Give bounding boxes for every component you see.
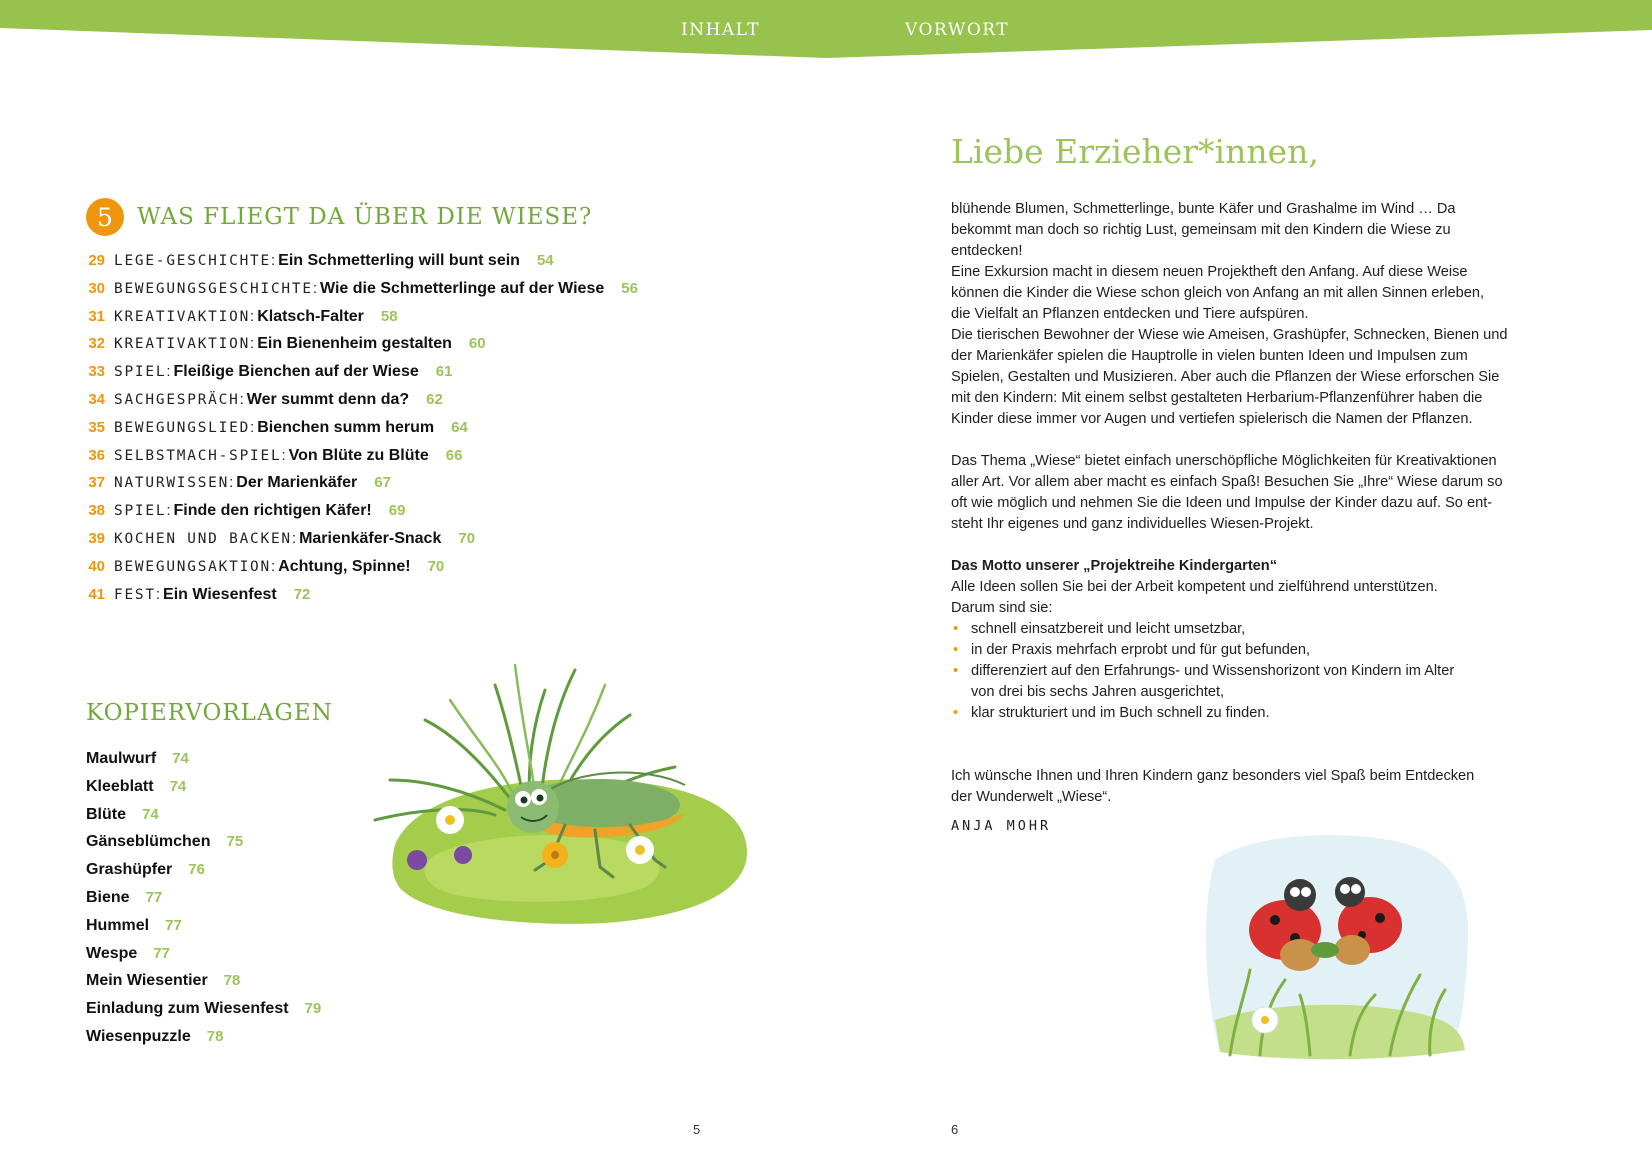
- toc-entry[interactable]: 32 KREATIVAKTION : Ein Bienenheim gestalten 60: [84, 335, 784, 363]
- tab-inhalt[interactable]: INHALT: [681, 20, 760, 40]
- daisy-icon: [626, 836, 654, 864]
- foreword-text: [951, 199, 1521, 808]
- text-line: Die tierischen Bewohner der Wiese wie Ameisen, Grashüpfer, Schnecken, Bienen und: [951, 327, 1508, 343]
- kopiervorlage-title: Wiesenpuzzle: [86, 1027, 191, 1045]
- kopiervorlage-entry[interactable]: [86, 778, 321, 806]
- tab-vorwort[interactable]: VORWORT: [905, 20, 1010, 40]
- kopiervorlage-entry[interactable]: [86, 833, 321, 861]
- toc-category: KOCHEN UND BACKEN: [114, 530, 292, 547]
- grasshopper-illustration: [355, 655, 755, 955]
- kopiervorlage-entry[interactable]: [86, 972, 321, 1000]
- toc-entry[interactable]: 30 BEWEGUNGSGESCHICHTE : Wie die Schmetterlinge auf der Wiese 56: [84, 280, 784, 308]
- toc-category: KREATIVAKTION: [114, 308, 251, 325]
- text-line: der Wunderwelt „Wiese“.: [951, 789, 1112, 805]
- toc-number: 36: [88, 446, 105, 464]
- chapter-heading: [86, 198, 592, 236]
- toc-title: Wie die Schmetterlinge auf der Wiese: [320, 279, 605, 297]
- kopiervorlage-page: 74: [172, 750, 189, 767]
- kopiervorlage-title: Maulwurf: [86, 750, 157, 767]
- toc-entry[interactable]: 39 KOCHEN UND BACKEN : Marienkäfer-Snack 70: [84, 530, 784, 558]
- kopiervorlage-page: 77: [165, 916, 182, 934]
- toc-category: BEWEGUNGSAKTION: [114, 558, 271, 575]
- kopiervorlage-entry[interactable]: [86, 861, 321, 889]
- toc-page: 61: [435, 363, 453, 381]
- toc-category: FEST: [114, 586, 156, 603]
- bullet-item: • klar strukturiert und im Buch schnell zu finden.: [951, 703, 1521, 724]
- bullet-icon: •: [953, 642, 959, 658]
- toc-page: 56: [621, 279, 638, 297]
- toc-page: 67: [374, 474, 391, 492]
- page-number-left: 5: [693, 1122, 701, 1137]
- toc-entry[interactable]: 40 BEWEGUNGSAKTION : Achtung, Spinne! 70: [84, 558, 784, 586]
- kopiervorlage-entry[interactable]: [86, 1000, 321, 1028]
- toc-page: 72: [293, 585, 311, 603]
- kopiervorlage-title: Gänseblümchen: [86, 833, 211, 851]
- toc-entry[interactable]: 33 SPIEL : Fleißige Bienchen auf der Wiese 61: [84, 363, 784, 391]
- toc-entry[interactable]: 36 SELBSTMACH-SPIEL : Von Blüte zu Blüte 66: [84, 447, 784, 475]
- text-line: bekommt man doch so richtig Lust, gemeinsam mit den Kindern die Wiese zu: [951, 222, 1451, 238]
- kopiervorlage-entry[interactable]: [86, 750, 321, 778]
- text-line: Kinder diese immer vor Augen und vertiefen spielerisch die Namen der Pflanzen.: [951, 411, 1473, 427]
- kopiervorlage-title: Wespe: [86, 944, 138, 962]
- bullet-item: • in der Praxis mehrfach erprobt und für gut befunden,: [951, 640, 1521, 661]
- toc-title: Klatsch-Falter: [257, 307, 364, 325]
- toc-entry[interactable]: 38 SPIEL : Finde den richtigen Käfer! 69: [84, 502, 784, 530]
- bullet-icon: •: [953, 621, 959, 637]
- kopiervorlage-entry[interactable]: [86, 1028, 321, 1056]
- motto-heading: Das Motto unserer „Projektreihe Kindergarten“: [951, 558, 1278, 574]
- kopiervorlage-page: 78: [223, 972, 241, 990]
- daisy-icon: [1252, 1007, 1278, 1033]
- toc-title: Wer summt denn da?: [246, 390, 410, 408]
- toc-category: KREATIVAKTION: [114, 336, 251, 353]
- toc-number: 40: [88, 557, 105, 575]
- toc-entry[interactable]: 41 FEST : Ein Wiesenfest 72: [84, 586, 784, 614]
- text-line: aller Art. Vor allem aber macht es einfach Spaß! Besuchen Sie „Ihre“ Wiese darum so: [951, 474, 1503, 490]
- table-of-contents: [84, 252, 784, 613]
- text-line: der Marienkäfer spielen die Hauptrolle in vielen bunten Ideen und Impulsen zum: [951, 348, 1468, 364]
- toc-page: 70: [458, 529, 476, 547]
- text-line: Das Thema „Wiese“ bietet einfach unerschöpfliche Möglichkeiten für Kreativaktionen: [951, 453, 1497, 469]
- flower-icon: [542, 842, 568, 868]
- toc-page: 69: [388, 502, 406, 520]
- toc-title: Marienkäfer-Snack: [299, 529, 442, 547]
- daisy-icon: [436, 806, 464, 834]
- kopiervorlagen-list: [86, 750, 321, 1056]
- toc-entry[interactable]: 34 SACHGESPRÄCH : Wer summt denn da? 62: [84, 391, 784, 419]
- kopiervorlage-page: 74: [169, 777, 187, 795]
- kopiervorlage-title: Blüte: [86, 805, 126, 823]
- toc-category: BEWEGUNGSGESCHICHTE: [114, 280, 313, 297]
- text-line: blühende Blumen, Schmetterlinge, bunte Käfer und Grashalme im Wind … Da: [951, 201, 1456, 217]
- kopiervorlagen-heading: KOPIERVORLAGEN: [86, 700, 333, 726]
- greeting-title: Liebe Erzieher*innen,: [951, 132, 1319, 171]
- bullet-icon: •: [953, 663, 959, 679]
- kopiervorlage-entry[interactable]: [86, 917, 321, 945]
- text-line: Alle Ideen sollen Sie bei der Arbeit kompetent und zielführend unterstützen.: [951, 579, 1438, 595]
- kopiervorlage-entry[interactable]: [86, 889, 321, 917]
- kopiervorlage-title: Hummel: [86, 916, 150, 934]
- toc-category: SELBSTMACH-SPIEL: [114, 447, 282, 464]
- toc-number: 35: [88, 418, 105, 436]
- kopiervorlage-title: Einladung zum Wiesenfest: [86, 1000, 289, 1018]
- motto-bullet-list: [951, 619, 1521, 724]
- bullet-item: • schnell einsatzbereit und leicht umsetzbar,: [951, 619, 1521, 640]
- toc-title: Fleißige Bienchen auf der Wiese: [173, 363, 419, 381]
- toc-entry[interactable]: 29 LEGE-GESCHICHTE : Ein Schmetterling will bunt sein 54: [84, 252, 784, 280]
- text-line: entdecken!: [951, 243, 1023, 259]
- text-line: Darum sind sie:: [951, 600, 1053, 616]
- kopiervorlage-title: Biene: [86, 888, 130, 906]
- kopiervorlage-page: 74: [142, 805, 159, 823]
- toc-title: Von Blüte zu Blüte: [288, 446, 429, 464]
- text-line: Eine Exkursion macht in diesem neuen Projektheft den Anfang. Auf diese Weise: [951, 264, 1468, 280]
- toc-category: LEGE-GESCHICHTE: [114, 253, 271, 269]
- bullet-item: • differenziert auf den Erfahrungs- und Wissenshorizont von Kindern im Alter von drei bis sechs Jahren ausgerichtet,: [953, 663, 1455, 700]
- kopiervorlage-page: 76: [188, 861, 205, 879]
- kopiervorlage-entry[interactable]: [86, 806, 321, 834]
- toc-number: 39: [88, 529, 105, 547]
- kopiervorlage-entry[interactable]: [86, 945, 321, 973]
- toc-category: SPIEL: [114, 364, 167, 381]
- bullet-icon: •: [953, 705, 959, 721]
- toc-category: SPIEL: [114, 503, 167, 520]
- toc-entry[interactable]: 35 BEWEGUNGSLIED : Bienchen summ herum 64: [84, 419, 784, 447]
- text-line: oft wie möglich und nehmen Sie die Ideen und Impulse der Kinder dazu auf. So ent-: [951, 495, 1493, 511]
- toc-number: 37: [88, 474, 105, 492]
- toc-title: Ein Bienenheim gestalten: [257, 335, 452, 353]
- kopiervorlage-page: 78: [206, 1027, 224, 1045]
- kopiervorlage-page: 79: [304, 1000, 322, 1018]
- toc-category: NATURWISSEN: [114, 475, 230, 492]
- toc-entry[interactable]: 31 KREATIVAKTION : Klatsch-Falter 58: [84, 308, 784, 336]
- page-number-right: 6: [951, 1122, 959, 1137]
- toc-title: Ein Schmetterling will bunt sein: [278, 252, 520, 269]
- toc-title: Bienchen summ herum: [257, 418, 435, 436]
- toc-number: 33: [88, 363, 105, 381]
- toc-page: 70: [427, 557, 445, 575]
- toc-category: SACHGESPRÄCH: [114, 391, 240, 408]
- chapter-number-badge: 5: [86, 198, 124, 236]
- text-line: Ich wünsche Ihnen und Ihren Kindern ganz besonders viel Spaß beim Entdecken: [951, 768, 1475, 784]
- toc-page: 62: [426, 390, 443, 408]
- toc-category: BEWEGUNGSLIED: [114, 419, 251, 436]
- toc-title: Ein Wiesenfest: [163, 585, 277, 603]
- ladybugs-illustration: [1190, 820, 1480, 1075]
- kopiervorlage-page: 75: [226, 833, 244, 851]
- toc-number: 34: [88, 390, 105, 408]
- text-line: die Vielfalt an Pflanzen entdecken und Tiere aufspüren.: [951, 306, 1309, 322]
- text-line: steht Ihr eigenes und ganz individuelles Wiesen-Projekt.: [951, 516, 1314, 532]
- toc-number: 32: [88, 335, 105, 353]
- toc-page: 54: [536, 252, 554, 269]
- toc-number: 30: [88, 279, 105, 297]
- kopiervorlage-page: 77: [153, 944, 170, 962]
- toc-page: 60: [468, 335, 486, 353]
- text-line: Spielen, Gestalten und Musizieren. Aber auch die Pflanzen der Wiese erforschen Sie: [951, 369, 1500, 385]
- text-line: mit den Kindern: Mit einem selbst gestalteten Herbarium-Pflanzenführer haben die: [951, 390, 1483, 406]
- toc-title: Der Marienkäfer: [236, 474, 358, 492]
- toc-entry[interactable]: 37 NATURWISSEN : Der Marienkäfer 67: [84, 474, 784, 502]
- toc-number: 31: [88, 307, 105, 325]
- author-name: ANJA MOHR: [951, 818, 1052, 834]
- text-line: können die Kinder die Wiese schon gleich von Anfang an mit allen Sinnen erleben,: [951, 285, 1485, 301]
- kopiervorlage-page: 77: [145, 888, 163, 906]
- toc-title: Achtung, Spinne!: [278, 557, 411, 575]
- toc-number: 38: [88, 502, 105, 520]
- toc-page: 64: [451, 418, 468, 436]
- kopiervorlage-title: Grashüpfer: [86, 861, 173, 879]
- chapter-title: WAS FLIEGT DA ÜBER DIE WIESE?: [137, 204, 593, 230]
- toc-page: 58: [380, 307, 398, 325]
- kopiervorlage-title: Kleeblatt: [86, 777, 154, 795]
- kopiervorlage-title: Mein Wiesentier: [86, 972, 208, 990]
- toc-number: 29: [88, 252, 105, 269]
- toc-page: 66: [445, 446, 463, 464]
- toc-number: 41: [88, 585, 105, 603]
- toc-title: Finde den richtigen Käfer!: [173, 502, 372, 520]
